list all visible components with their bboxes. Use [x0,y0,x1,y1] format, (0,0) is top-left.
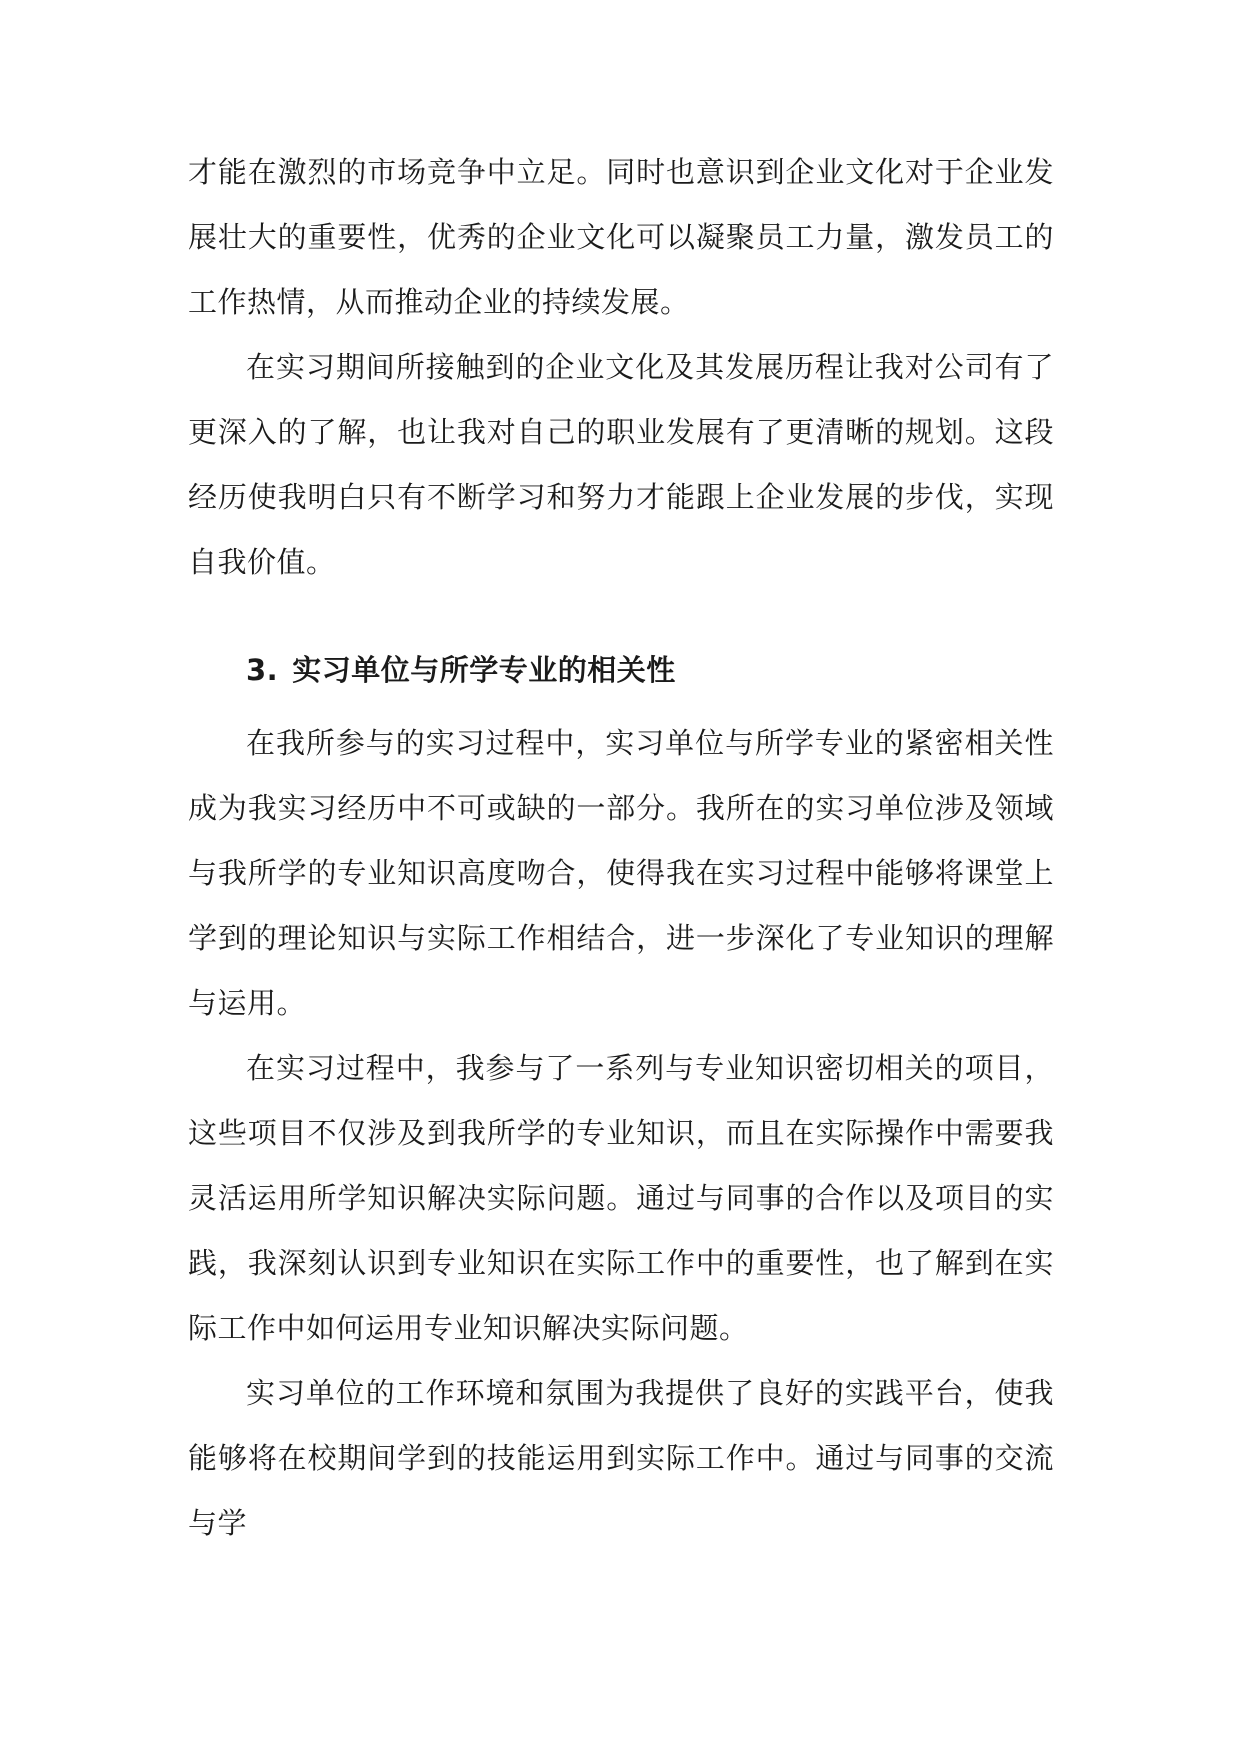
section-title: 实习单位与所学专业的相关性 [292,653,676,687]
paragraph-company-culture: 在实习期间所接触到的企业文化及其发展历程让我对公司有了更深入的了解，也让我对自己的职业发展有了更清晰的规划。这段经历使我明白只有不断学习和努力才能跟上企业发展的步伐，实现自我价值。 [188,350,1054,579]
document-page [188,140,1054,1556]
paragraph-environment: 实习单位的工作环境和氛围为我提供了良好的实践平台，使我能够将在校期间学到的技能运用到实际工作中。通过与同事的交流与学 [188,1376,1054,1540]
paragraph-projects: 在实习过程中，我参与了一系列与专业知识密切相关的项目，这些项目不仅涉及到我所学的专业知识，而且在实际操作中需要我灵活运用所学知识解决实际问题。通过与同事的合作以及项目的实践，我深刻认识到专业知识在实际工作中的重要性，也了解到在实际工作中如何运用专业知识解决实际问题。 [188,1051,1054,1345]
section-number: 3. [246,653,279,687]
paragraph-relevance: 在我所参与的实习过程中，实习单位与所学专业的紧密相关性成为我实习经历中不可或缺的一部分。我所在的实习单位涉及领域与我所学的专业知识高度吻合，使得我在实习过程中能够将课堂上学到的理论知识与实际工作相结合，进一步深化了专业知识的理解与运用。 [188,726,1054,1020]
section-heading [188,638,1054,703]
paragraph-continuation: 才能在激烈的市场竞争中立足。同时也意识到企业文化对于企业发展壮大的重要性，优秀的企业文化可以凝聚员工力量，激发员工的工作热情，从而推动企业的持续发展。 [188,155,1054,319]
